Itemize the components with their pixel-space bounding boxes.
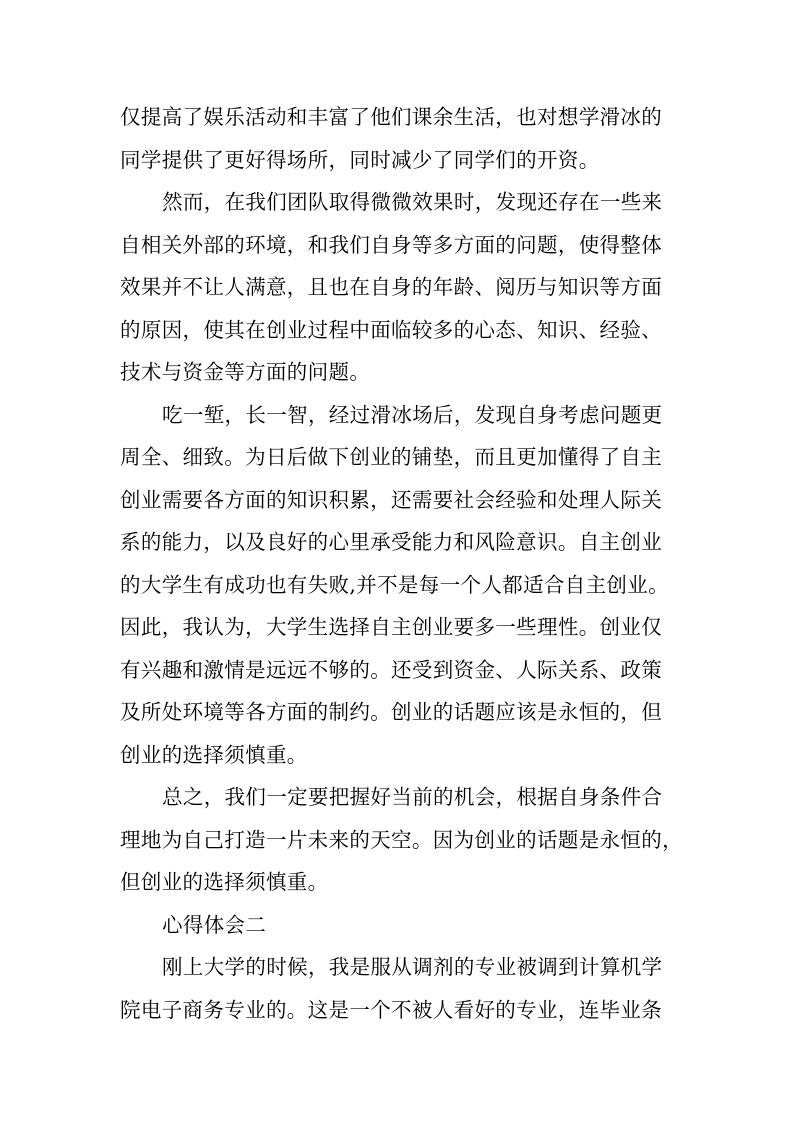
- text-line: 理地为自己打造一片未来的天空。因为创业的话题是永恒的，: [120, 828, 683, 852]
- text-line: 创业的选择须慎重。: [120, 743, 308, 767]
- text-line: 技术与资金等方面的问题。: [120, 360, 371, 384]
- paragraph-start-line: 然而，在我们团队取得微微效果时，发现还存在一些来: [162, 190, 663, 214]
- text-line: 系的能力，以及良好的心里承受能力和风险意识。自主创业: [120, 530, 663, 554]
- text-line: 自相关外部的环境，和我们自身等多方面的问题，使得整体: [120, 233, 663, 257]
- text-line: 的大学生有成功也有失败,并不是每一个人都适合自主创业。: [120, 573, 669, 597]
- text-line: 及所处环境等各方面的制约。创业的话题应该是永恒的，但: [120, 700, 663, 724]
- text-line: 的原因，使其在创业过程中面临较多的心态、知识、经验、: [120, 318, 663, 342]
- paragraph-start-line: 吃一堑，长一智，经过滑冰场后，发现自身考虑问题更: [162, 403, 663, 427]
- text-line: 因此，我认为，大学生选择自主创业要多一些理性。创业仅: [120, 615, 663, 639]
- text-line: 周全、细致。为日后做下创业的铺垫，而且更加懂得了自主: [120, 445, 663, 469]
- section-heading: 心得体会二: [162, 913, 267, 937]
- text-line: 效果并不让人满意，且也在自身的年龄、阅历与知识等方面: [120, 275, 663, 299]
- text-line: 仅提高了娱乐活动和丰富了他们课余生活，也对想学滑冰的: [120, 105, 663, 129]
- paragraph-start-line: 总之，我们一定要把握好当前的机会，根据自身条件合: [162, 785, 663, 809]
- paragraph-start-line: 刚上大学的时候，我是服从调剂的专业被调到计算机学: [162, 955, 663, 979]
- text-line: 同学提供了更好得场所，同时减少了同学们的开资。: [120, 148, 600, 172]
- text-line: 有兴趣和激情是远远不够的。还受到资金、人际关系、政策: [120, 658, 663, 682]
- text-line: 但创业的选择须慎重。: [120, 870, 329, 894]
- text-line: 创业需要各方面的知识积累，还需要社会经验和处理人际关: [120, 488, 663, 512]
- text-line: 院电子商务专业的。这是一个不被人看好的专业，连毕业条: [120, 998, 663, 1022]
